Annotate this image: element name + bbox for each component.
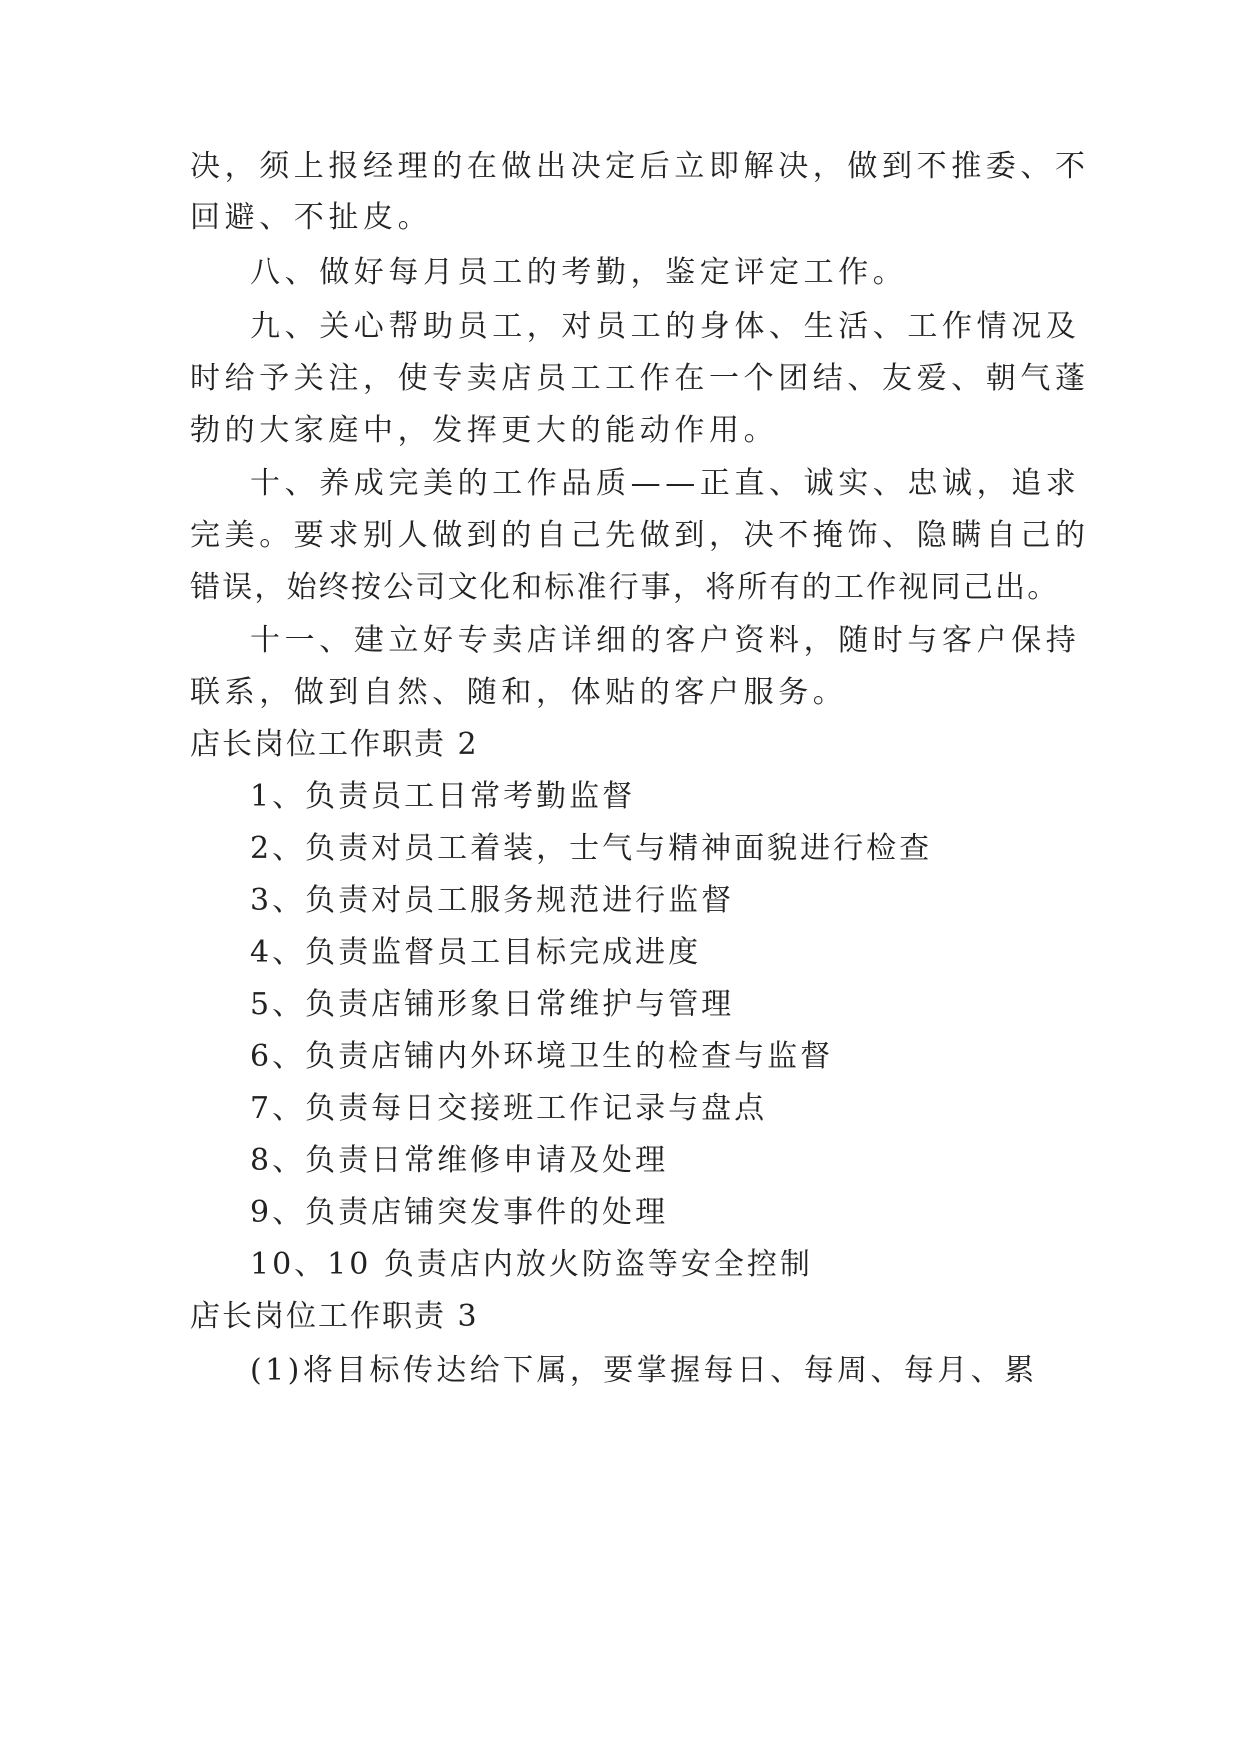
list-item: (1)将目标传达给下属，要掌握每日、每周、每月、累 [250, 1353, 1038, 1388]
paragraph-item-9: 九、关心帮助员工，对员工的身体、生活、工作情况及 [250, 309, 1081, 344]
paragraph-line: 联系，做到自然、随和，体贴的客户服务。 [190, 675, 848, 710]
paragraph-line: 勃的大家庭中，发挥更大的能动作用。 [190, 413, 779, 448]
section-heading-3: 店长岗位工作职责 3 [190, 1299, 479, 1334]
list-item: 8、负责日常维修申请及处理 [250, 1143, 669, 1178]
paragraph-item-8: 八、做好每月员工的考勤，鉴定评定工作。 [250, 255, 908, 290]
paragraph-item-11: 十一、建立好专卖店详细的客户资料，随时与客户保持 [250, 623, 1081, 658]
paragraph-line: 完美。要求别人做到的自己先做到，决不掩饰、隐瞒自己的 [190, 518, 1090, 553]
list-item: 5、负责店铺形象日常维护与管理 [250, 987, 735, 1022]
list-item: 1、负责员工日常考勤监督 [250, 779, 636, 814]
paragraph-line: 时给予关注，使专卖店员工工作在一个团结、友爱、朝气蓬 [190, 361, 1090, 396]
list-item: 3、负责对员工服务规范进行监督 [250, 883, 735, 918]
paragraph-item-10: 十、养成完美的工作品质——正直、诚实、忠诚，追求 [250, 466, 1081, 501]
list-item: 6、负责店铺内外环境卫生的检查与监督 [250, 1039, 834, 1074]
paragraph-line: 决，须上报经理的在做出决定后立即解决，做到不推委、不 [190, 149, 1090, 184]
section-heading-2: 店长岗位工作职责 2 [190, 727, 479, 762]
list-item: 4、负责监督员工目标完成进度 [250, 935, 702, 970]
list-item: 2、负责对员工着装，士气与精神面貌进行检查 [250, 831, 933, 866]
paragraph-line: 错误，始终按公司文化和标准行事，将所有的工作视同己出。 [190, 570, 1060, 605]
list-item: 7、负责每日交接班工作记录与盘点 [250, 1091, 768, 1126]
list-item: 9、负责店铺突发事件的处理 [250, 1195, 669, 1230]
paragraph-line: 回避、不扯皮。 [190, 200, 433, 235]
list-item: 10、10 负责店内放火防盗等安全控制 [250, 1247, 813, 1282]
